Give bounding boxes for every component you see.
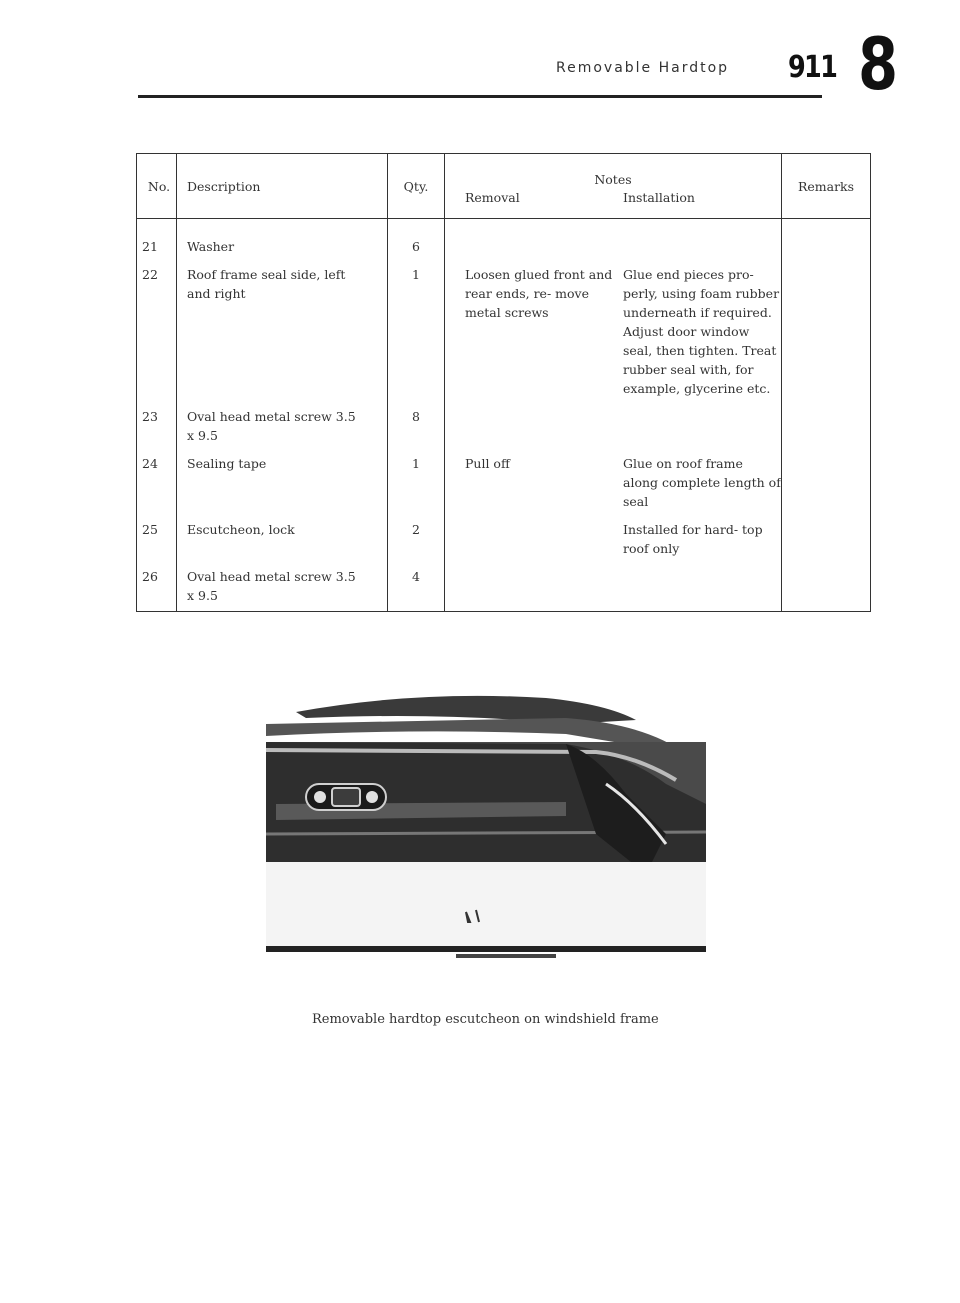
cell-qty: 2: [388, 520, 445, 567]
cell-no: 25: [137, 520, 177, 567]
parts-table: [136, 153, 871, 612]
table-header-row: [137, 154, 871, 219]
table-row: [137, 219, 871, 266]
cell-remarks: [782, 219, 871, 266]
header-notes-title: Notes: [594, 172, 632, 187]
header-removal: Removal: [465, 190, 520, 205]
cell-removal: Loosen glued front and rear ends, re- move metal screws: [465, 267, 613, 320]
cell-no: 26: [137, 567, 177, 612]
cell-notes: [445, 407, 782, 454]
figure-caption: Removable hardtop escutcheon on windshield frame: [312, 1012, 659, 1027]
cell-installation: Glue on roof frame along complete length of seal: [623, 456, 781, 509]
cell-notes: [445, 520, 782, 567]
cell-qty: 6: [388, 219, 445, 266]
cell-no: 24: [137, 454, 177, 520]
cell-installation: Installed for hard- top roof only: [623, 522, 763, 556]
cell-removal: Pull off: [465, 456, 510, 471]
table-row: [137, 520, 871, 567]
cell-qty: 8: [388, 407, 445, 454]
cell-description: Oval head metal screw 3.5 x 9.5: [177, 407, 388, 454]
cell-removal: [445, 520, 623, 558]
header-rule: [138, 95, 822, 98]
table-row: [137, 454, 871, 520]
cell-description: Oval head metal screw 3.5 x 9.5: [177, 567, 388, 612]
cell-qty: 4: [388, 567, 445, 612]
cell-qty: 1: [388, 265, 445, 407]
header-notes: [445, 154, 782, 219]
cell-description: Washer: [177, 219, 388, 266]
cell-notes: [445, 219, 782, 266]
cell-remarks: [782, 407, 871, 454]
cell-no: 21: [137, 219, 177, 266]
table-row: [137, 567, 871, 612]
header-no: No.: [137, 154, 177, 219]
header-installation: Installation: [623, 190, 695, 205]
header-title: Removable Hardtop: [556, 60, 730, 76]
cell-no: 22: [137, 265, 177, 407]
cell-description: Escutcheon, lock: [177, 520, 388, 567]
cell-description: Roof frame seal side, left and right: [177, 265, 388, 407]
cell-notes: [445, 265, 782, 407]
header-remarks: Remarks: [782, 154, 871, 219]
cell-remarks: [782, 454, 871, 520]
cell-remarks: [782, 567, 871, 612]
header-description: Description: [177, 154, 388, 219]
windshield-frame-photo: [266, 684, 706, 974]
cell-remarks: [782, 265, 871, 407]
table-row: [137, 265, 871, 407]
header-section-number: 8: [858, 22, 899, 106]
cell-description: Sealing tape: [177, 454, 388, 520]
cell-no: 23: [137, 407, 177, 454]
cell-notes: [445, 567, 782, 612]
table-row: [137, 407, 871, 454]
cell-notes: [445, 454, 782, 520]
cell-installation: Glue end pieces pro- perly, using foam rubber underneath if required. Adjust door window seal, then tighten. Treat rubber seal with, for example, glycerine etc.: [623, 267, 780, 396]
cell-qty: 1: [388, 454, 445, 520]
cell-remarks: [782, 520, 871, 567]
header-qty: Qty.: [388, 154, 445, 219]
header-model-number: 911: [788, 50, 837, 85]
